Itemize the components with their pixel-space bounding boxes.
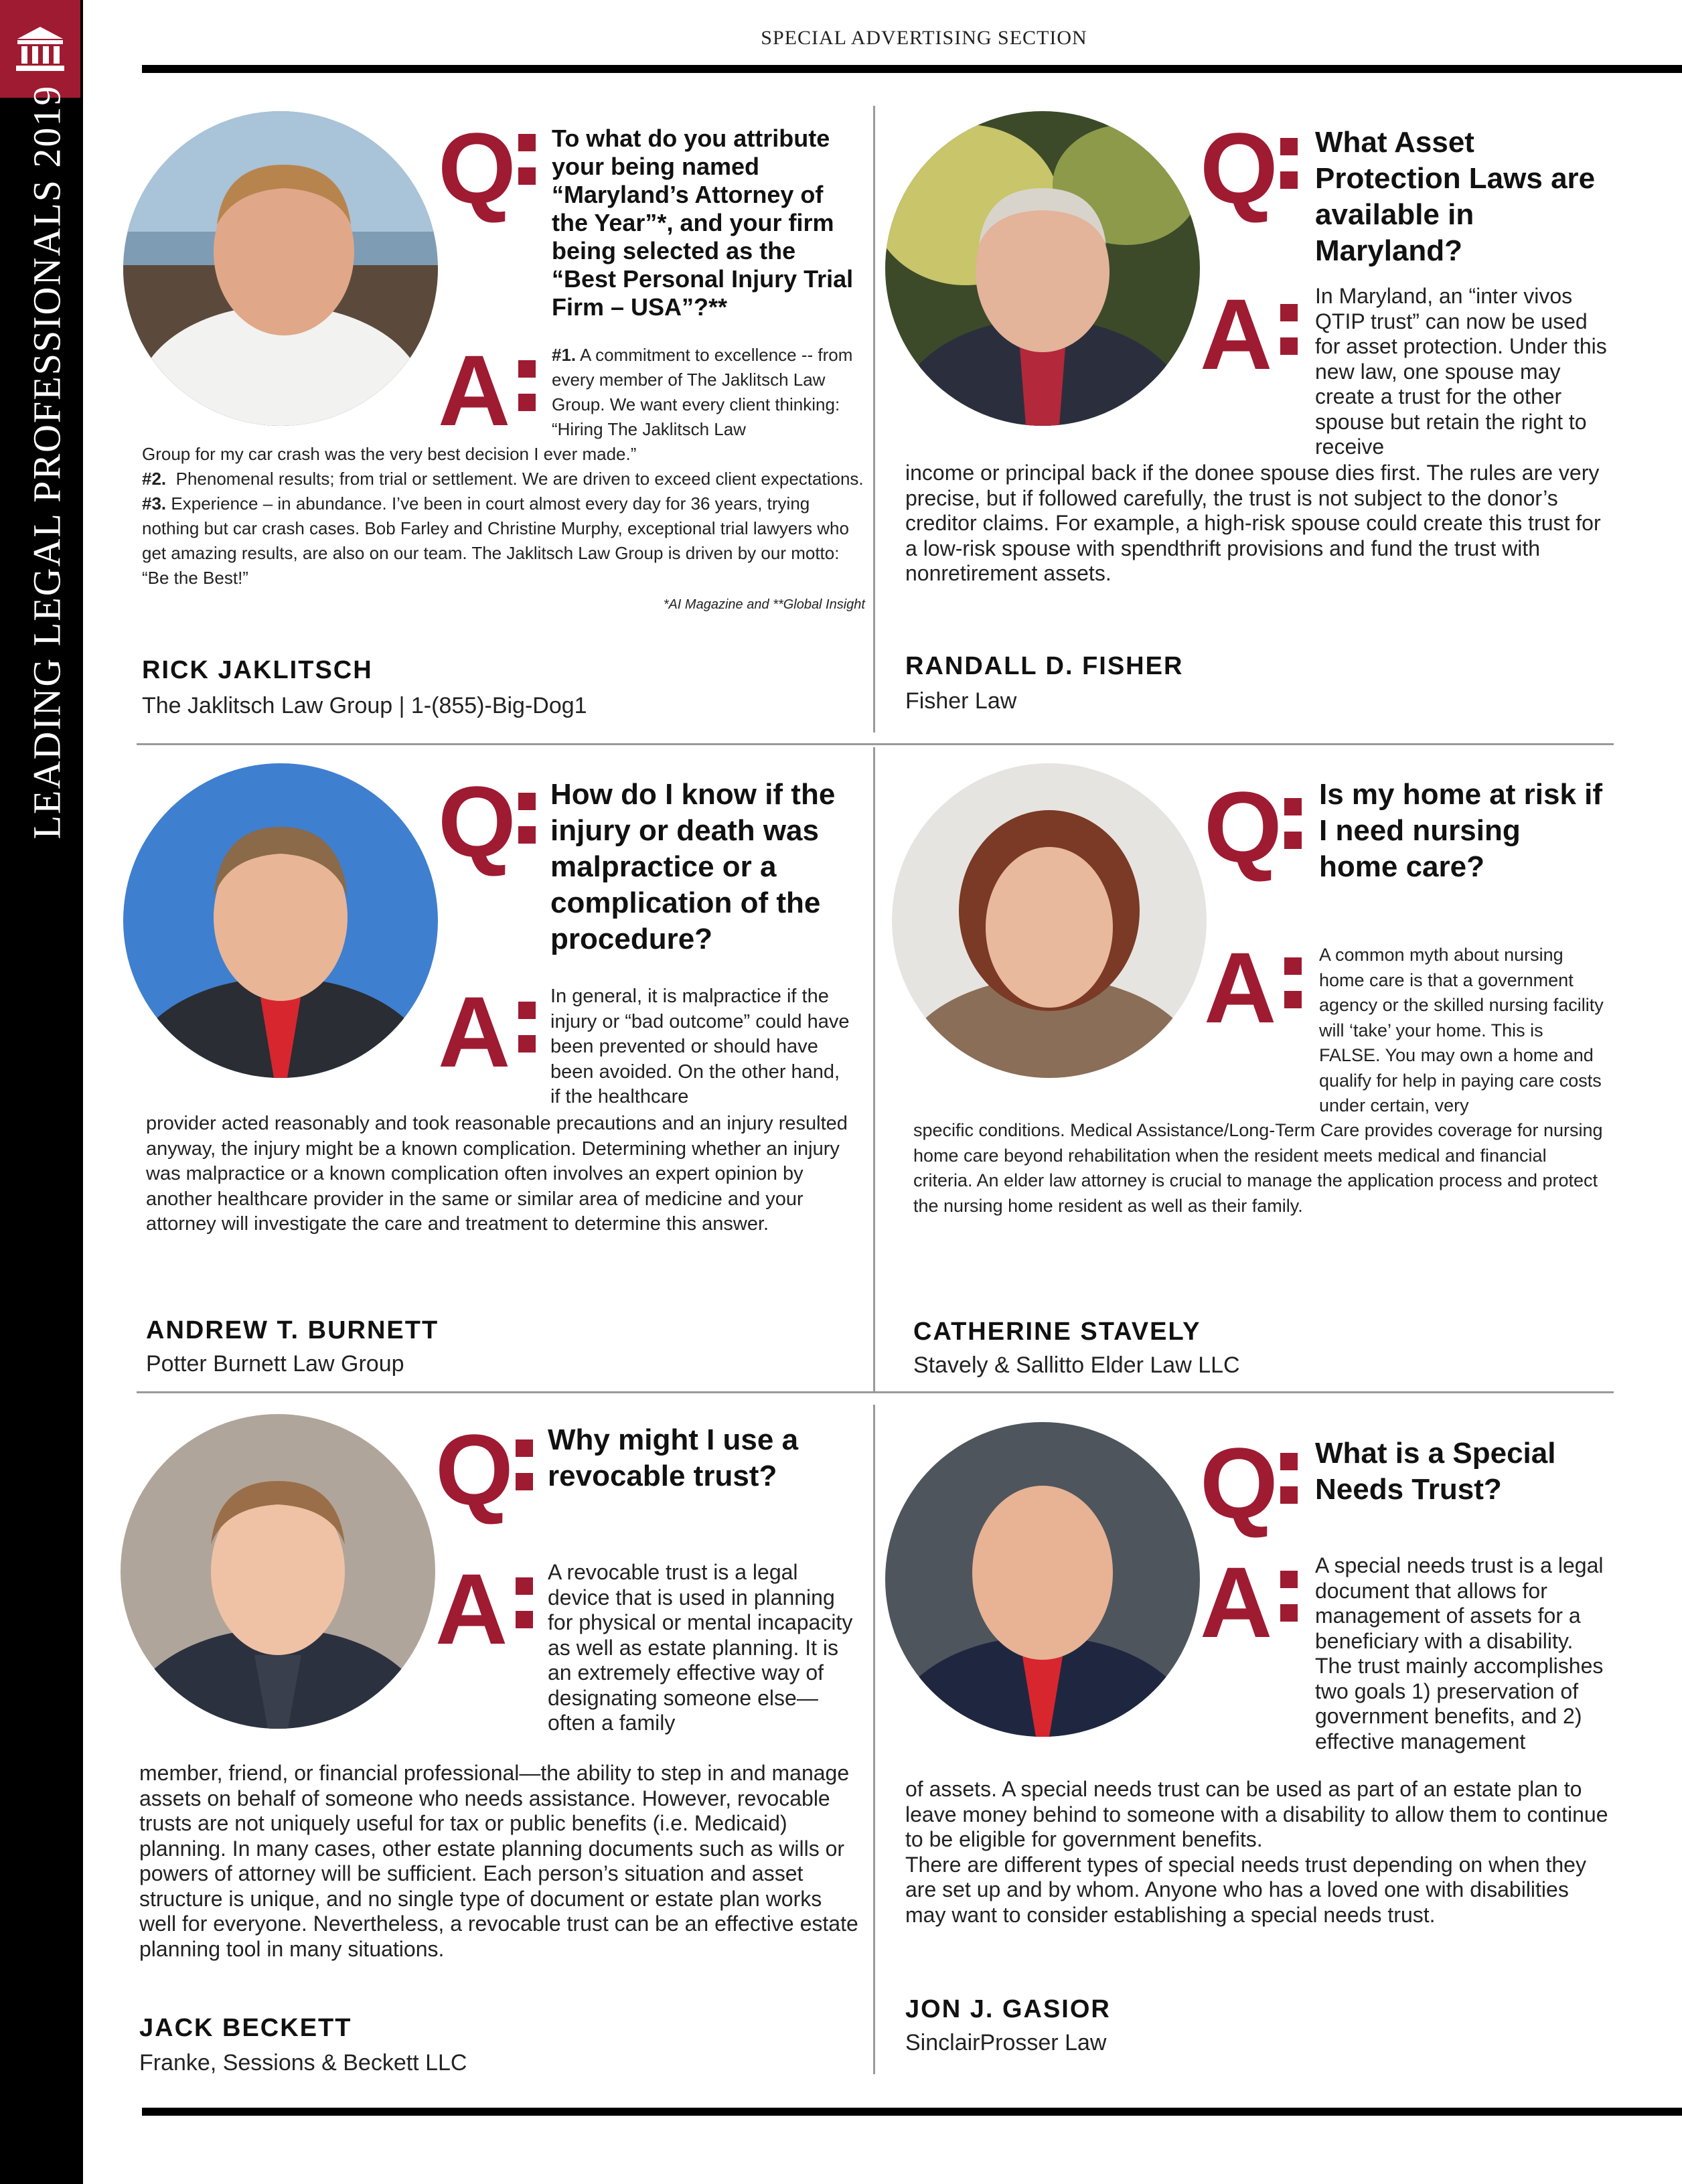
a-label: A [1200, 278, 1273, 390]
a-label: A [435, 1553, 508, 1665]
answer-line: Group for my car crash was the very best decision I ever made.” [142, 444, 637, 464]
answer-continued [142, 442, 865, 591]
question-text: To what do you attribute your being named “Maryland’s Attorney of the Year”*, and your firm being selected as the “Best Personal Injury Trial Firm – USA”?** [552, 125, 854, 321]
answer-paragraph: There are different types of special needs trust depending on when they are set up and by whom. Anyone who has a loved one with disabilities may want to consider establishing a special needs trust. [905, 1852, 1586, 1927]
row-divider [137, 1391, 1614, 1393]
answer-paragraph: of assets. A special needs trust can be used as part of an estate plan to leave money behind to someone with a disability to allow them to continue to be eligible for government benefits. [905, 1777, 1608, 1851]
attorney-name: RICK JAKLITSCH [142, 656, 373, 684]
q-colon [1280, 138, 1298, 189]
bottom-rule [142, 2108, 1682, 2116]
answer-line: Phenomenal results; from trial or settlement. We are driven to exceed client expectations. [175, 469, 864, 489]
column-divider [873, 106, 875, 732]
attorney-name: RANDALL D. FISHER [905, 652, 1184, 680]
portrait-photo [121, 1414, 435, 1729]
answer-line: A commitment to excellence -- from every member of The Jaklitsch Law Group. We want every client thinking: “Hiring The Jaklitsch Law [552, 345, 853, 439]
answer-text: In Maryland, an “inter vivos QTIP trust” can now be used for asset protection. Under this new law, one spouse may create a trust for the other spouse but retain the right to receive [1315, 284, 1607, 459]
a-colon [518, 360, 536, 411]
firm-name: Stavely & Sallitto Elder Law LLC [913, 1352, 1240, 1378]
answer-text: A revocable trust is a legal device that is used in planning for physical or mental incapacity as well as estate planning. It is an extremely effective way of designating someone else—often a family [548, 1560, 853, 1735]
q-colon [518, 134, 536, 185]
answer-text: A common myth about nursing home care is that a government agency or the skilled nursing facility will ‘take’ your home. This is FALSE. You may own a home and qualify for help in paying care costs under certain, very [1319, 945, 1604, 1115]
answer-continued: income or principal back if the donee spouse dies first. The rules are very precise, but if followed carefully, the trust is not subject to the donor’s creditor claims. For example, a high-risk spouse could create this trust for a low-risk spouse with spendthrift provisions and fund the trust with nonretirement assets. [905, 461, 1601, 585]
answer-continued: specific conditions. Medical Assistance/Long-Term Care provides coverage for nursing home care beyond rehabilitation when the resident meets medical and financial criteria. An elder law attorney is crucial to manage the application process and protect the nursing home resident as well as their family. [913, 1120, 1603, 1216]
footnote: *AI Magazine and **Global Insight [663, 597, 865, 612]
portrait-photo [123, 111, 438, 426]
firm-name: Franke, Sessions & Beckett LLC [139, 2050, 467, 2076]
a-colon [1284, 957, 1302, 1008]
portrait-photo [885, 1422, 1200, 1737]
firm-name: Potter Burnett Law Group [146, 1351, 404, 1377]
attorney-name: ANDREW T. BURNETT [146, 1316, 439, 1344]
answer-number: #2. [142, 469, 167, 489]
answer-number: #3. [142, 493, 167, 514]
q-colon [516, 1439, 533, 1490]
q-label: Q [435, 1413, 514, 1526]
q-label: Q [1200, 1427, 1278, 1539]
a-label: A [1204, 931, 1277, 1044]
attorney-name: CATHERINE STAVELY [913, 1318, 1201, 1346]
firm-name: Fisher Law [905, 688, 1017, 714]
answer-continued [905, 1777, 1615, 1928]
question-text: Why might I use a revocable trust? [548, 1423, 799, 1492]
a-label: A [1200, 1546, 1273, 1658]
spine-edge [80, 0, 83, 2184]
a-colon [1280, 304, 1298, 355]
portrait-photo [892, 763, 1207, 1078]
q-colon [1280, 1453, 1298, 1504]
top-rule [142, 65, 1682, 73]
section-header: SPECIAL ADVERTISING SECTION [761, 27, 1087, 49]
answer-text: In general, it is malpractice if the injury or “bad outcome” could have been prevented or should have been avoided. On the other hand, if the healthcare [550, 986, 850, 1107]
q-label: Q [438, 112, 516, 224]
answer-number: #1. [552, 345, 577, 365]
row-divider [137, 743, 1614, 745]
spine-title: LEADING LEGAL PROFESSIONALS 2019 [25, 84, 69, 840]
column-divider [873, 1405, 875, 2074]
answer-paragraph [142, 491, 865, 591]
a-colon [1280, 1571, 1298, 1622]
answer-text: A special needs trust is a legal document that allows for management of assets for a beneficiary with a disability. The trust mainly accomplishes two goals 1) preservation of government benefits, and 2) effective management [1315, 1553, 1604, 1753]
q-label: Q [438, 765, 516, 878]
answer-continued: member, friend, or financial professional—the ability to step in and manage assets on behalf of someone who needs assistance. However, revocable trusts are not uniquely useful for tax or public benefits (i.e. Medicaid) planning. In many cases, other estate planning documents such as wills or powers of attorney will be sufficient. Each person’s situation and asset structure is unique, and no single type of document or estate plan works well for everyone. Nevertheless, a revocable trust can be an effective estate planning tool in many situations. [139, 1761, 858, 1961]
attorney-name: JON J. GASIOR [905, 1995, 1111, 2023]
answer-continued: provider acted reasonably and took reasonable precautions and an injury resulted anyway, the injury might be a known complication. Determining whether an injury was malpractice or a known complication often involves an expert opinion by another healthcare provider in the same or similar area of medicine and your attorney will investigate the care and treatment to determine this answer. [146, 1113, 848, 1235]
portrait-photo [885, 111, 1200, 426]
column-divider [873, 747, 875, 1393]
a-label: A [438, 976, 511, 1088]
a-colon [518, 1002, 536, 1052]
a-colon [516, 1577, 533, 1628]
a-label: A [438, 334, 511, 447]
answer-text [552, 343, 853, 442]
question-text: How do I know if the injury or death was malpractice or a complication of the procedure? [550, 778, 836, 955]
q-colon [518, 793, 536, 844]
question-text: What is a Special Needs Trust? [1315, 1437, 1556, 1506]
q-label: Q [1204, 771, 1282, 883]
attorney-name: JACK BECKETT [139, 2014, 352, 2042]
q-label: Q [1200, 112, 1278, 224]
question-text: Is my home at risk if I need nursing home care? [1319, 778, 1603, 883]
q-colon [1284, 798, 1302, 849]
question-text: What Asset Protection Laws are available in Maryland? [1315, 126, 1596, 267]
answer-line: Experience – in abundance. I’ve been in court almost every day for 36 years, trying nothing but car crash cases. Bob Farley and Christine Murphy, exceptional trial lawyers who get amazing results, are also on our team. The Jaklitsch Law Group is driven by our motto: “Be the Best!” [142, 493, 849, 588]
firm-name: The Jaklitsch Law Group | 1-(855)-Big-Dog1 [142, 693, 587, 718]
answer-paragraph [142, 467, 865, 491]
portrait-photo [123, 763, 438, 1078]
firm-name: SinclairProsser Law [905, 2030, 1107, 2055]
